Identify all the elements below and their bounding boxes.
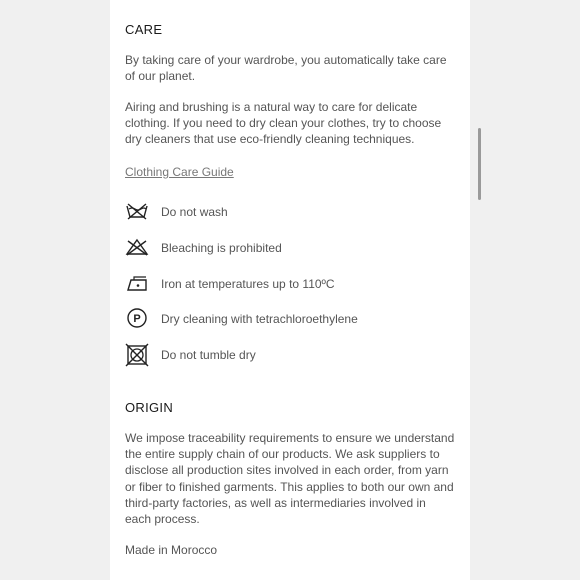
scrollbar-thumb[interactable] <box>478 128 481 200</box>
care-item-no-bleach <box>125 236 455 260</box>
svg-text:P: P <box>133 313 141 325</box>
care-item-no-tumble-dry <box>125 343 455 367</box>
no-bleach-icon <box>125 236 151 260</box>
origin-heading: ORIGIN <box>125 400 174 415</box>
dry-clean-p-icon <box>125 307 151 331</box>
made-in-text: Made in Morocco <box>125 543 218 557</box>
product-details-panel <box>110 0 470 580</box>
origin-traceability-text: We impose traceability requirements to ensure we understand the entire supply chain of our products. We ask suppliers to disclose all production sites involved in each order, from yarn or fiber to finished garments. This applies to both our own and third-party factories, as well as intermediaries involved in each process. <box>125 431 455 527</box>
care-tips-text: Airing and brushing is a natural way to care for delicate clothing. If you need to dry clean your clothes, try to choose dry cleaners that use eco-friendly cleaning techniques. <box>125 100 442 147</box>
care-heading: CARE <box>125 22 163 37</box>
no-tumble-dry-icon <box>125 343 151 367</box>
iron-low-icon <box>125 272 151 296</box>
do-not-wash-icon <box>125 200 151 224</box>
clothing-care-guide-link[interactable]: Clothing Care Guide <box>125 165 234 179</box>
care-item-iron-low <box>125 272 455 296</box>
care-item-label: Bleaching is prohibited <box>161 241 282 255</box>
care-item-label: Iron at temperatures up to 110ºC <box>161 277 335 291</box>
care-item-label: Do not tumble dry <box>161 348 256 362</box>
care-item-label: Do not wash <box>161 205 228 219</box>
care-item-label: Dry cleaning with tetrachloroethylene <box>161 312 358 326</box>
care-item-dry-clean-p <box>125 307 455 331</box>
care-intro-text: By taking care of your wardrobe, you automatically take care of our planet. <box>125 53 447 84</box>
care-item-do-not-wash <box>125 200 455 224</box>
